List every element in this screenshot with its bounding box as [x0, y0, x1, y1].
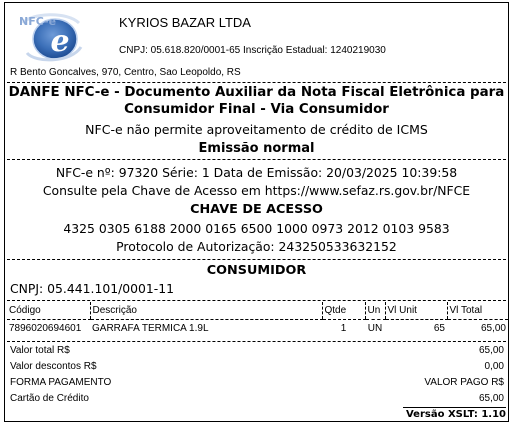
access-key-title: CHAVE DE ACESSO [190, 202, 323, 217]
discount-value: 0,00 [484, 361, 504, 372]
payment-method: Cartão de Crédito [10, 393, 89, 404]
nfce-logo-icon [15, 9, 87, 65]
document-title-line2: Consumidor Final - Via Consumidor [124, 102, 389, 117]
total-value: 65,00 [478, 345, 504, 356]
version-divider [403, 407, 506, 408]
header-code: Código [7, 302, 90, 319]
emitter-cnpj: CNPJ: 05.618.820/0001-65 Inscrição Estadual: 1240219030 [119, 45, 386, 56]
payment-label: FORMA PAGAMENTO [10, 377, 112, 388]
item-code: 7896020694601 [9, 323, 82, 335]
consult-url: Consulte pela Chave de Acesso em https://www.sefaz.rs.gov.br/NFCE [42, 183, 471, 198]
item-total: 65,00 [480, 323, 506, 335]
total-label: Valor total R$ [10, 345, 70, 356]
nfce-logo [15, 9, 87, 65]
divider [7, 159, 506, 160]
header-description: Descrição [90, 302, 322, 319]
nfce-info: NFC-e nº: 97320 Série: 1 Data de Emissão: 20/03/2025 10:39:58 [55, 165, 458, 180]
item-description: GARRAFA TERMICA 1.9L [92, 323, 209, 335]
items-table [7, 302, 508, 338]
items-header-row [7, 302, 508, 319]
emitter-address: R Bento Goncalves, 970, Centro, Sao Leopoldo, RS [10, 67, 241, 78]
emission-type: Emissão normal [198, 141, 315, 156]
item-unit-price: 65 [433, 323, 445, 335]
authorization-protocol: Protocolo de Autorização: 243250533632152 [116, 239, 397, 254]
header-total: Vl Total [447, 302, 508, 319]
consumer-title: CONSUMIDOR [206, 263, 307, 278]
table-row [7, 319, 508, 338]
header-qty: Qtde [322, 302, 365, 319]
xslt-version: Versão XSLT: 1.10 [405, 409, 506, 420]
paid-label: VALOR PAGO R$ [424, 377, 504, 388]
divider [7, 259, 506, 260]
credit-notice: NFC-e não permite aproveitamento de crédito de ICMS [85, 122, 428, 137]
emitter-name: KYRIOS BAZAR LTDA [119, 15, 251, 30]
header-unit: Un [365, 302, 385, 319]
divider [7, 300, 506, 301]
logo-text: NFC-e [19, 15, 57, 28]
divider [7, 341, 506, 342]
payment-method-value: 65,00 [478, 393, 504, 404]
item-unit: UN [367, 323, 383, 335]
nfce-receipt [4, 2, 509, 422]
item-qty: 1 [340, 323, 347, 335]
consumer-cnpj: CNPJ: 05.441.101/0001-11 [10, 281, 175, 296]
discount-label: Valor descontos R$ [10, 361, 97, 372]
svg-text:e: e [50, 24, 70, 59]
document-title-line1: DANFE NFC-e - Documento Auxiliar da Nota Fiscal Eletrônica para [8, 85, 505, 100]
access-key-value: 4325 0305 6188 2000 0165 6500 1000 0973 2012 0103 9583 [63, 221, 450, 236]
header-unit-price: Vl Unit [385, 302, 447, 319]
divider [7, 82, 506, 83]
